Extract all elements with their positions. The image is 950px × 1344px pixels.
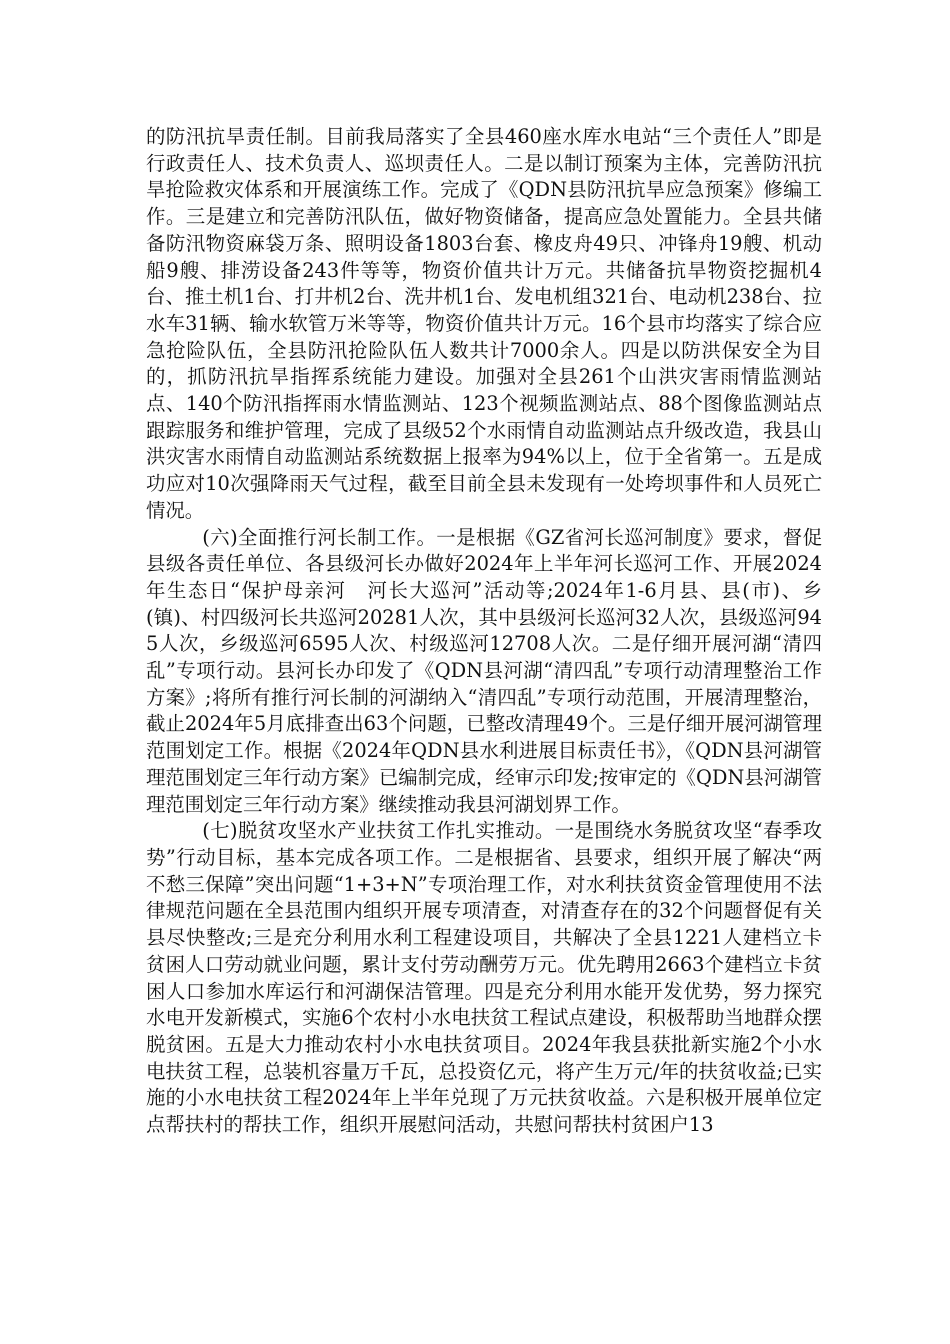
paragraph-poverty-alleviation: (七)脱贫攻坚水产业扶贫工作扎实推动。一是围绕水务脱贫攻坚“春季攻势”行动目标，基本完成各项工作。二是根据省、县要求，组织开展了解决“两不愁三保障”突出问题“1+3+N”专项治理工作，对水利扶贫资金管理使用不法律规范问题在全县范围内组织开展专项清查，对清查存在的32个问题督促有关县尽快整改;三是充分利用水利工程建设项目，共解决了全县1221人建档立卡贫困人口劳动就业问题，累计支付劳动酬劳万元。优先聘用2663个建档立卡贫困人口参加水库运行和河湖保洁管理。四是充分利用水能开发优势，努力探究水电开发新模式，实施6个农村小水电扶贫工程试点建设，积极帮助当地群众摆脱贫困。五是大力推动农村小水电扶贫项目。2024年我县获批新实施2个小水电扶贫工程，总装机容量万千瓦，总投资亿元，将产生万元/年的扶贫收益;已实施的小水电扶贫工程2024年上半年兑现了万元扶贫收益。六是积极开展单位定点帮扶村的帮扶工作，组织开展慰问活动，共慰问帮扶村贫困户13 <box>146 819 822 1137</box>
paragraph-flood-control-continued: 的防汛抗旱责任制。目前我局落实了全县460座水库水电站“三个责任人”即是行政责任人、技术负责人、巡坝责任人。二是以制订预案为主体，完善防汛抗旱抢险救灾体系和开展演练工作。完成了《QDN县防汛抗旱应急预案》修编工作。三是建立和完善防汛队伍，做好物资储备，提高应急处置能力。全县共储备防汛物资麻袋万条、照明设备1803台套、橡皮舟49只、冲锋舟19艘、机动船9艘、排涝设备243件等等，物资价值共计万元。共储备抗旱物资挖掘机4台、推土机1台、打井机2台、洗井机1台、发电机组321台、电动机238台、拉水车31辆、输水软管万米等等，物资价值共计万元。16个县市均落实了综合应急抢险队伍，全县防汛抢险队伍人数共计7000余人。四是以防洪保安全为目的，抓防汛抗旱指挥系统能力建设。加强对全县261个山洪灾害雨情监测站点、140个防汛指挥雨水情监测站、123个视频监测站点、88个图像监测站点跟踪服务和维护管理，完成了县级52个水雨情自动监测站点升级改造，我县山洪灾害水雨情自动监测站系统数据上报率为94%以上，位于全省第一。五是成功应对10次强降雨天气过程，截至目前全县未发现有一处垮坝事件和人员死亡情况。 <box>146 125 822 522</box>
paragraph-river-chief-system: (六)全面推行河长制工作。一是根据《GZ省河长巡河制度》要求，督促县级各责任单位、各县级河长办做好2024年上半年河长巡河工作、开展2024年生态日“保护母亲河 河长大巡河”活动等;2024年1-6月县、县(市)、乡(镇)、村四级河长共巡河20281人次，其中县级河长巡河32人次，县级巡河945人次，乡级巡河6595人次、村级巡河12708人次。二是仔细开展河湖“清四乱”专项行动。县河长办印发了《QDN县河湖“清四乱”专项行动清理整治工作方案》;将所有推行河长制的河湖纳入“清四乱”专项行动范围，开展清理整治，截止2024年5月底排查出63个问题，已整改清理49个。三是仔细开展河湖管理范围划定工作。根据《2024年QDN县水利进展目标责任书》，《QDN县河湖管理范围划定三年行动方案》已编制完成，经审示印发;按审定的《QDN县河湖管理范围划定三年行动方案》继续推动我县河湖划界工作。 <box>146 525 822 816</box>
document-body <box>146 124 822 1139</box>
